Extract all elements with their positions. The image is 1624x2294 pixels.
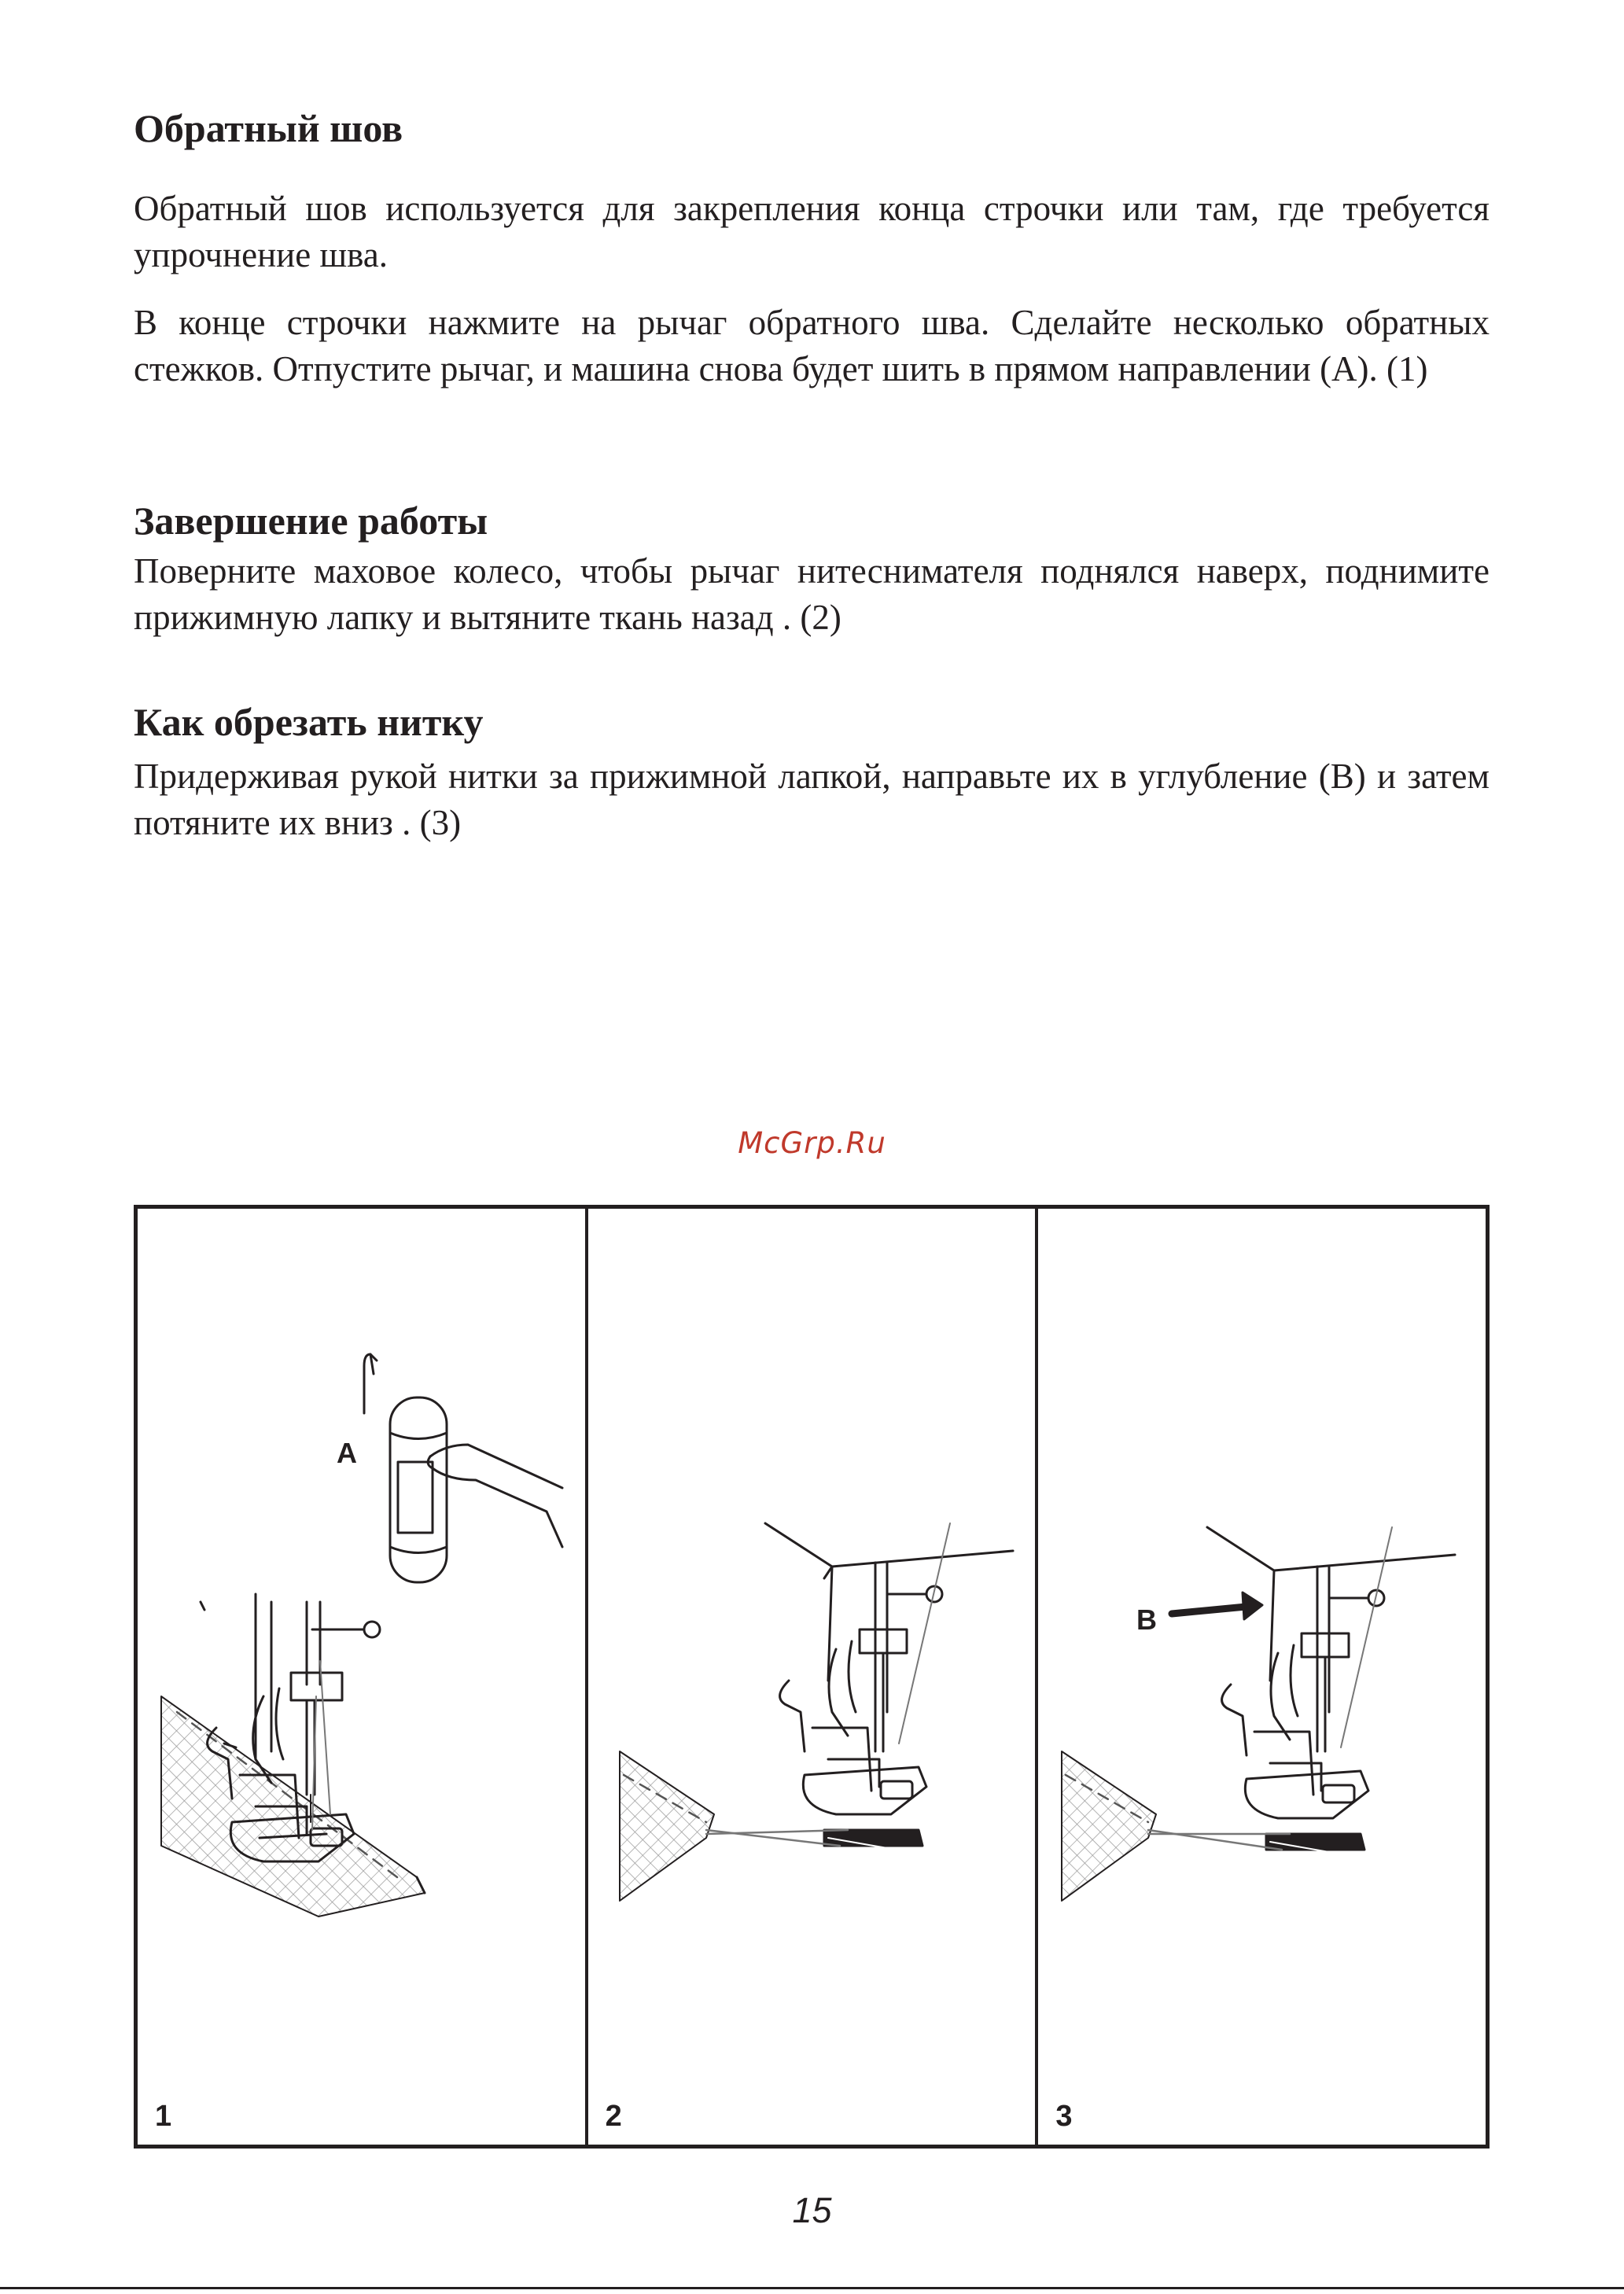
callout-label: B [1136, 1604, 1158, 1636]
panel-number-2: 2 [605, 2100, 622, 2133]
panel-number-3: 3 [1055, 2100, 1073, 2133]
watermark: McGrp.Ru [738, 1126, 886, 1160]
paragraph-reverse-stitch-2: В конце строчки нажмите на рычаг обратного шва. Сделайте несколько обратных стежков. Отпустите рычаг, и машина снова будет шить в прямом направлении (А). (1) [134, 303, 1490, 388]
heading-cut-thread: Как обрезать нитку [134, 700, 484, 744]
illustration-figure [134, 1205, 1490, 2149]
page-number: 15 [792, 2190, 832, 2230]
cut-thread-illustration [1038, 1209, 1486, 2145]
bottom-rule [0, 2287, 1624, 2289]
illustration-panel-1 [138, 1209, 588, 2145]
illustration-panel-2 [588, 1209, 1039, 2145]
finish-work-illustration [588, 1209, 1037, 2145]
reverse-lever-illustration [138, 1209, 586, 2145]
paragraph-finishing: Поверните маховое колесо, чтобы рычаг нитеснимателя поднялся наверх, поднимите прижимную лапку и вытяните ткань назад . (2) [134, 551, 1490, 637]
heading-reverse-stitch: Обратный шов [134, 106, 403, 150]
paragraph-cut-thread: Придерживая рукой нитки за прижимной лапкой, направьте их в углубление (В) и затем потяните их вниз . (3) [134, 757, 1490, 842]
callout-label: A [337, 1437, 357, 1469]
heading-finishing: Завершение работы [134, 499, 488, 543]
panel-number-1: 1 [155, 2100, 172, 2133]
illustration-panel-3 [1038, 1209, 1486, 2145]
paragraph-reverse-stitch-1: Обратный шов используется для закрепления конца строчки или там, где требуется упрочнение шва. [134, 189, 1490, 274]
